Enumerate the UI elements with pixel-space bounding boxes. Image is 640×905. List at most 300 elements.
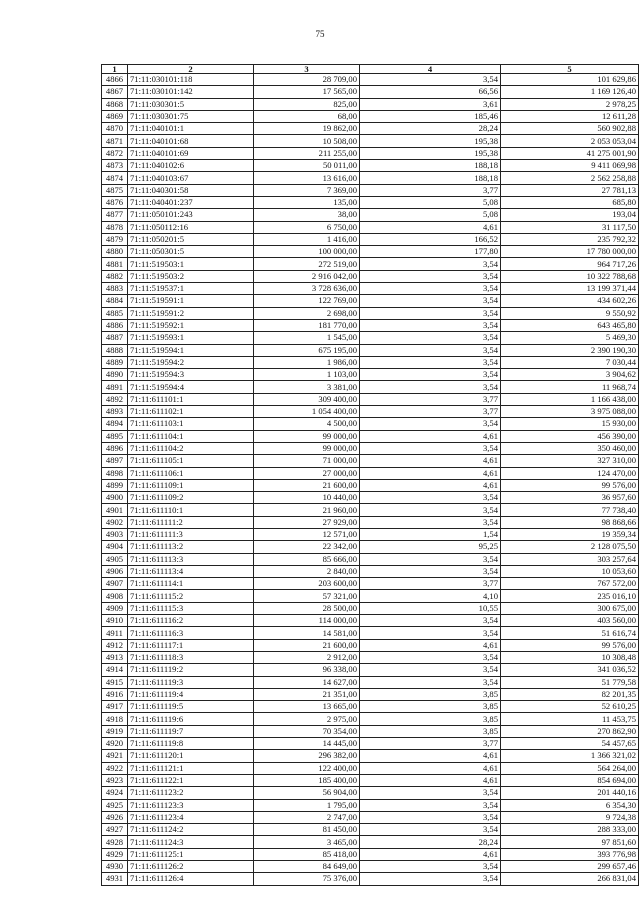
cadastral-number-cell: 71:11:611122:1 (128, 774, 254, 786)
area-cell: 135,00 (254, 196, 360, 208)
value-cell: 434 602,26 (501, 295, 639, 307)
rate-cell: 3,85 (360, 725, 501, 737)
row-number-cell: 4895 (102, 430, 128, 442)
area-cell: 3 465,00 (254, 836, 360, 848)
table-row (102, 332, 639, 344)
table-row (102, 356, 639, 368)
row-number-cell: 4911 (102, 627, 128, 639)
table-row (102, 676, 639, 688)
cadastral-number-cell: 71:11:611119:7 (128, 725, 254, 737)
rate-cell: 3,54 (360, 516, 501, 528)
table-row (102, 283, 639, 295)
area-cell: 825,00 (254, 98, 360, 110)
rate-cell: 4,61 (360, 639, 501, 651)
value-cell: 82 201,35 (501, 688, 639, 700)
cadastral-number-cell: 71:11:050101:243 (128, 209, 254, 221)
table-row (102, 713, 639, 725)
cadastral-number-cell: 71:11:030301:75 (128, 110, 254, 122)
value-cell: 643 465,80 (501, 319, 639, 331)
row-number-cell: 4907 (102, 578, 128, 590)
rate-cell: 3,77 (360, 393, 501, 405)
row-number-cell: 4929 (102, 848, 128, 860)
cadastral-number-cell: 71:11:611123:2 (128, 787, 254, 799)
row-number-cell: 4893 (102, 406, 128, 418)
cadastral-number-cell: 71:11:519537:1 (128, 283, 254, 295)
table-row (102, 147, 639, 159)
table-row (102, 824, 639, 836)
rate-cell: 28,24 (360, 123, 501, 135)
cadastral-number-cell: 71:11:611119:6 (128, 713, 254, 725)
value-cell: 54 457,65 (501, 738, 639, 750)
area-cell: 296 382,00 (254, 750, 360, 762)
value-cell: 9 550,92 (501, 307, 639, 319)
value-cell: 303 257,64 (501, 553, 639, 565)
area-cell: 185 400,00 (254, 774, 360, 786)
table-row (102, 639, 639, 651)
area-cell: 2 975,00 (254, 713, 360, 725)
table-row (102, 86, 639, 98)
cadastral-number-cell: 71:11:040101:68 (128, 135, 254, 147)
rate-cell: 166,52 (360, 233, 501, 245)
row-number-cell: 4927 (102, 824, 128, 836)
area-cell: 21 351,00 (254, 688, 360, 700)
area-cell: 85 666,00 (254, 553, 360, 565)
area-cell: 71 000,00 (254, 455, 360, 467)
rate-cell: 95,25 (360, 541, 501, 553)
table-row (102, 664, 639, 676)
cadastral-number-cell: 71:11:050301:5 (128, 246, 254, 258)
table-row (102, 504, 639, 516)
value-cell: 393 776,98 (501, 848, 639, 860)
table-row (102, 418, 639, 430)
table-row (102, 209, 639, 221)
rate-cell: 5,08 (360, 209, 501, 221)
value-cell: 31 117,50 (501, 221, 639, 233)
area-cell: 21 960,00 (254, 504, 360, 516)
area-cell: 28 500,00 (254, 602, 360, 614)
cadastral-number-cell: 71:11:611119:2 (128, 664, 254, 676)
area-cell: 1 054 400,00 (254, 406, 360, 418)
area-cell: 14 627,00 (254, 676, 360, 688)
rate-cell: 4,61 (360, 750, 501, 762)
value-cell: 2 562 258,88 (501, 172, 639, 184)
rate-cell: 3,54 (360, 664, 501, 676)
rate-cell: 3,61 (360, 98, 501, 110)
row-number-cell: 4925 (102, 799, 128, 811)
cadastral-number-cell: 71:11:611119:8 (128, 738, 254, 750)
table-row (102, 516, 639, 528)
rate-cell: 3,54 (360, 799, 501, 811)
row-number-cell: 4866 (102, 74, 128, 86)
table-row (102, 406, 639, 418)
cadastral-number-cell: 71:11:611105:1 (128, 455, 254, 467)
value-cell: 299 657,46 (501, 861, 639, 873)
value-cell: 5 469,30 (501, 332, 639, 344)
rate-cell: 3,85 (360, 688, 501, 700)
table-row (102, 123, 639, 135)
area-cell: 122 400,00 (254, 762, 360, 774)
area-cell: 2 840,00 (254, 565, 360, 577)
row-number-cell: 4871 (102, 135, 128, 147)
area-cell: 7 369,00 (254, 184, 360, 196)
rate-cell: 3,54 (360, 418, 501, 430)
area-cell: 17 565,00 (254, 86, 360, 98)
row-number-cell: 4920 (102, 738, 128, 750)
value-cell: 11 453,75 (501, 713, 639, 725)
rate-cell: 195,38 (360, 135, 501, 147)
rate-cell: 195,38 (360, 147, 501, 159)
cadastral-number-cell: 71:11:611123:4 (128, 811, 254, 823)
rate-cell: 3,54 (360, 356, 501, 368)
rate-cell: 4,10 (360, 590, 501, 602)
area-cell: 56 904,00 (254, 787, 360, 799)
cadastral-number-cell: 71:11:519594:1 (128, 344, 254, 356)
cadastral-number-cell: 71:11:611109:2 (128, 492, 254, 504)
row-number-cell: 4877 (102, 209, 128, 221)
cadastral-number-cell: 71:11:611102:1 (128, 406, 254, 418)
row-number-cell: 4873 (102, 160, 128, 172)
row-number-cell: 4912 (102, 639, 128, 651)
row-number-cell: 4915 (102, 676, 128, 688)
cadastral-number-cell: 71:11:519594:4 (128, 381, 254, 393)
cadastral-number-cell: 71:11:519594:2 (128, 356, 254, 368)
table-row (102, 725, 639, 737)
cadastral-number-cell: 71:11:611110:1 (128, 504, 254, 516)
row-number-cell: 4917 (102, 701, 128, 713)
area-cell: 14 581,00 (254, 627, 360, 639)
area-cell: 57 321,00 (254, 590, 360, 602)
cadastral-number-cell: 71:11:030301:5 (128, 98, 254, 110)
value-cell: 2 390 190,30 (501, 344, 639, 356)
rate-cell: 1,54 (360, 528, 501, 540)
cadastral-number-cell: 71:11:611115:3 (128, 602, 254, 614)
row-number-cell: 4921 (102, 750, 128, 762)
row-number-cell: 4899 (102, 479, 128, 491)
cadastral-number-cell: 71:11:519593:1 (128, 332, 254, 344)
row-number-cell: 4888 (102, 344, 128, 356)
cadastral-number-cell: 71:11:040101:1 (128, 123, 254, 135)
area-cell: 22 342,00 (254, 541, 360, 553)
cadastral-number-cell: 71:11:519592:1 (128, 319, 254, 331)
cadastral-number-cell: 71:11:611115:2 (128, 590, 254, 602)
table-row (102, 270, 639, 282)
value-cell: 10 308,48 (501, 651, 639, 663)
area-cell: 13 616,00 (254, 172, 360, 184)
row-number-cell: 4903 (102, 528, 128, 540)
row-number-cell: 4914 (102, 664, 128, 676)
area-cell: 81 450,00 (254, 824, 360, 836)
value-cell: 560 902,88 (501, 123, 639, 135)
area-cell: 27 000,00 (254, 467, 360, 479)
row-number-cell: 4872 (102, 147, 128, 159)
row-number-cell: 4886 (102, 319, 128, 331)
column-header-2: 2 (128, 65, 254, 74)
area-cell: 4 500,00 (254, 418, 360, 430)
table-row (102, 811, 639, 823)
value-cell: 266 831,04 (501, 873, 639, 885)
value-cell: 1 169 126,40 (501, 86, 639, 98)
area-cell: 100 000,00 (254, 246, 360, 258)
row-number-cell: 4883 (102, 283, 128, 295)
row-number-cell: 4894 (102, 418, 128, 430)
table-row (102, 307, 639, 319)
rate-cell: 3,54 (360, 258, 501, 270)
table-row (102, 492, 639, 504)
area-cell: 1 986,00 (254, 356, 360, 368)
table-body (102, 74, 639, 886)
table-row (102, 74, 639, 86)
value-cell: 403 560,00 (501, 615, 639, 627)
table-row (102, 135, 639, 147)
rate-cell: 3,77 (360, 738, 501, 750)
rate-cell: 3,54 (360, 381, 501, 393)
row-number-cell: 4908 (102, 590, 128, 602)
value-cell: 1 366 321,02 (501, 750, 639, 762)
area-cell: 181 770,00 (254, 319, 360, 331)
row-number-cell: 4887 (102, 332, 128, 344)
value-cell: 270 862,90 (501, 725, 639, 737)
value-cell: 99 576,00 (501, 639, 639, 651)
cadastral-number-cell: 71:11:611111:2 (128, 516, 254, 528)
value-cell: 9 411 069,98 (501, 160, 639, 172)
value-cell: 97 851,60 (501, 836, 639, 848)
value-cell: 235 792,32 (501, 233, 639, 245)
row-number-cell: 4902 (102, 516, 128, 528)
table-row (102, 762, 639, 774)
value-cell: 3 904,62 (501, 369, 639, 381)
row-number-cell: 4923 (102, 774, 128, 786)
value-cell: 101 629,86 (501, 74, 639, 86)
value-cell: 51 616,74 (501, 627, 639, 639)
rate-cell: 3,54 (360, 565, 501, 577)
area-cell: 96 338,00 (254, 664, 360, 676)
row-number-cell: 4905 (102, 553, 128, 565)
cadastral-number-cell: 71:11:611126:2 (128, 861, 254, 873)
value-cell: 15 930,00 (501, 418, 639, 430)
value-cell: 2 978,25 (501, 98, 639, 110)
rate-cell: 3,77 (360, 184, 501, 196)
cadastral-number-cell: 71:11:519591:1 (128, 295, 254, 307)
cadastral-number-cell: 71:11:050201:5 (128, 233, 254, 245)
table-row (102, 553, 639, 565)
area-cell: 12 571,00 (254, 528, 360, 540)
table-row (102, 233, 639, 245)
value-cell: 9 724,38 (501, 811, 639, 823)
cadastral-number-cell: 71:11:030101:142 (128, 86, 254, 98)
rate-cell: 3,54 (360, 861, 501, 873)
rate-cell: 4,61 (360, 479, 501, 491)
value-cell: 11 968,74 (501, 381, 639, 393)
table-row (102, 196, 639, 208)
rate-cell: 3,77 (360, 406, 501, 418)
table-row (102, 258, 639, 270)
row-number-cell: 4870 (102, 123, 128, 135)
table-row (102, 98, 639, 110)
row-number-cell: 4916 (102, 688, 128, 700)
area-cell: 10 440,00 (254, 492, 360, 504)
value-cell: 1 166 438,00 (501, 393, 639, 405)
row-number-cell: 4909 (102, 602, 128, 614)
area-cell: 28 709,00 (254, 74, 360, 86)
table-row (102, 184, 639, 196)
table-row (102, 836, 639, 848)
area-cell: 21 600,00 (254, 639, 360, 651)
area-cell: 38,00 (254, 209, 360, 221)
table-row (102, 651, 639, 663)
row-number-cell: 4885 (102, 307, 128, 319)
cadastral-number-cell: 71:11:611121:1 (128, 762, 254, 774)
cadastral-number-cell: 71:11:611124:3 (128, 836, 254, 848)
cadastral-number-cell: 71:11:611116:2 (128, 615, 254, 627)
row-number-cell: 4930 (102, 861, 128, 873)
row-number-cell: 4868 (102, 98, 128, 110)
rate-cell: 3,85 (360, 701, 501, 713)
row-number-cell: 4867 (102, 86, 128, 98)
rate-cell: 188,18 (360, 160, 501, 172)
area-cell: 3 728 636,00 (254, 283, 360, 295)
area-cell: 675 195,00 (254, 344, 360, 356)
rate-cell: 4,61 (360, 221, 501, 233)
table-row (102, 221, 639, 233)
area-cell: 203 600,00 (254, 578, 360, 590)
page-number: 75 (315, 29, 325, 39)
area-cell: 211 255,00 (254, 147, 360, 159)
value-cell: 7 030,44 (501, 356, 639, 368)
table-row (102, 861, 639, 873)
cadastral-number-cell: 71:11:611103:1 (128, 418, 254, 430)
table-row (102, 246, 639, 258)
cadastral-number-cell: 71:11:050112:16 (128, 221, 254, 233)
cadastral-number-cell: 71:11:611114:1 (128, 578, 254, 590)
table-row (102, 442, 639, 454)
rate-cell: 3,54 (360, 307, 501, 319)
column-header-1: 1 (102, 65, 128, 74)
rate-cell: 5,08 (360, 196, 501, 208)
rate-cell: 3,54 (360, 553, 501, 565)
row-number-cell: 4881 (102, 258, 128, 270)
area-cell: 1 103,00 (254, 369, 360, 381)
area-cell: 1 545,00 (254, 332, 360, 344)
table-row (102, 701, 639, 713)
cadastral-number-cell: 71:11:519503:1 (128, 258, 254, 270)
cadastral-number-cell: 71:11:611104:1 (128, 430, 254, 442)
value-cell: 854 694,00 (501, 774, 639, 786)
row-number-cell: 4891 (102, 381, 128, 393)
rate-cell: 3,54 (360, 824, 501, 836)
area-cell: 50 011,00 (254, 160, 360, 172)
area-cell: 10 508,00 (254, 135, 360, 147)
value-cell: 98 868,66 (501, 516, 639, 528)
row-number-cell: 4901 (102, 504, 128, 516)
value-cell: 327 310,00 (501, 455, 639, 467)
row-number-cell: 4880 (102, 246, 128, 258)
row-number-cell: 4884 (102, 295, 128, 307)
area-cell: 2 747,00 (254, 811, 360, 823)
cadastral-table (101, 64, 639, 886)
table-row (102, 319, 639, 331)
value-cell: 77 738,40 (501, 504, 639, 516)
rate-cell: 3,54 (360, 442, 501, 454)
column-header-4: 4 (360, 65, 501, 74)
table-row (102, 110, 639, 122)
table-row (102, 344, 639, 356)
area-cell: 19 862,00 (254, 123, 360, 135)
rate-cell: 3,54 (360, 319, 501, 331)
table-row (102, 565, 639, 577)
area-cell: 114 000,00 (254, 615, 360, 627)
column-header-5: 5 (501, 65, 639, 74)
value-cell: 41 275 001,90 (501, 147, 639, 159)
row-number-cell: 4922 (102, 762, 128, 774)
row-number-cell: 4898 (102, 467, 128, 479)
table-row (102, 590, 639, 602)
value-cell: 51 779,58 (501, 676, 639, 688)
value-cell: 350 460,00 (501, 442, 639, 454)
row-number-cell: 4879 (102, 233, 128, 245)
row-number-cell: 4869 (102, 110, 128, 122)
table-row (102, 627, 639, 639)
rate-cell: 4,61 (360, 774, 501, 786)
rate-cell: 3,54 (360, 627, 501, 639)
cadastral-number-cell: 71:11:611118:3 (128, 651, 254, 663)
table-row (102, 787, 639, 799)
rate-cell: 4,61 (360, 467, 501, 479)
rate-cell: 3,54 (360, 295, 501, 307)
rate-cell: 3,54 (360, 651, 501, 663)
value-cell: 235 016,10 (501, 590, 639, 602)
table-row (102, 774, 639, 786)
row-number-cell: 4919 (102, 725, 128, 737)
value-cell: 2 128 075,50 (501, 541, 639, 553)
area-cell: 2 912,00 (254, 651, 360, 663)
row-number-cell: 4926 (102, 811, 128, 823)
value-cell: 2 053 053,04 (501, 135, 639, 147)
rate-cell: 3,54 (360, 811, 501, 823)
value-cell: 36 957,60 (501, 492, 639, 504)
rate-cell: 177,80 (360, 246, 501, 258)
area-cell: 27 929,00 (254, 516, 360, 528)
table-row (102, 369, 639, 381)
cadastral-number-cell: 71:11:519591:2 (128, 307, 254, 319)
rate-cell: 4,61 (360, 430, 501, 442)
row-number-cell: 4878 (102, 221, 128, 233)
value-cell: 17 780 000,00 (501, 246, 639, 258)
rate-cell: 3,54 (360, 344, 501, 356)
area-cell: 99 000,00 (254, 442, 360, 454)
value-cell: 3 975 088,00 (501, 406, 639, 418)
area-cell: 68,00 (254, 110, 360, 122)
cadastral-number-cell: 71:11:611116:3 (128, 627, 254, 639)
cadastral-number-cell: 71:11:611124:2 (128, 824, 254, 836)
value-cell: 193,04 (501, 209, 639, 221)
table-row (102, 738, 639, 750)
rate-cell: 4,61 (360, 455, 501, 467)
area-cell: 84 649,00 (254, 861, 360, 873)
table-row (102, 848, 639, 860)
row-number-cell: 4924 (102, 787, 128, 799)
area-cell: 309 400,00 (254, 393, 360, 405)
table-row (102, 688, 639, 700)
row-number-cell: 4910 (102, 615, 128, 627)
table-row (102, 479, 639, 491)
cadastral-number-cell: 71:11:611104:2 (128, 442, 254, 454)
area-cell: 6 750,00 (254, 221, 360, 233)
cadastral-number-cell: 71:11:611109:1 (128, 479, 254, 491)
area-cell: 3 381,00 (254, 381, 360, 393)
area-cell: 2 698,00 (254, 307, 360, 319)
row-number-cell: 4890 (102, 369, 128, 381)
area-cell: 1 416,00 (254, 233, 360, 245)
